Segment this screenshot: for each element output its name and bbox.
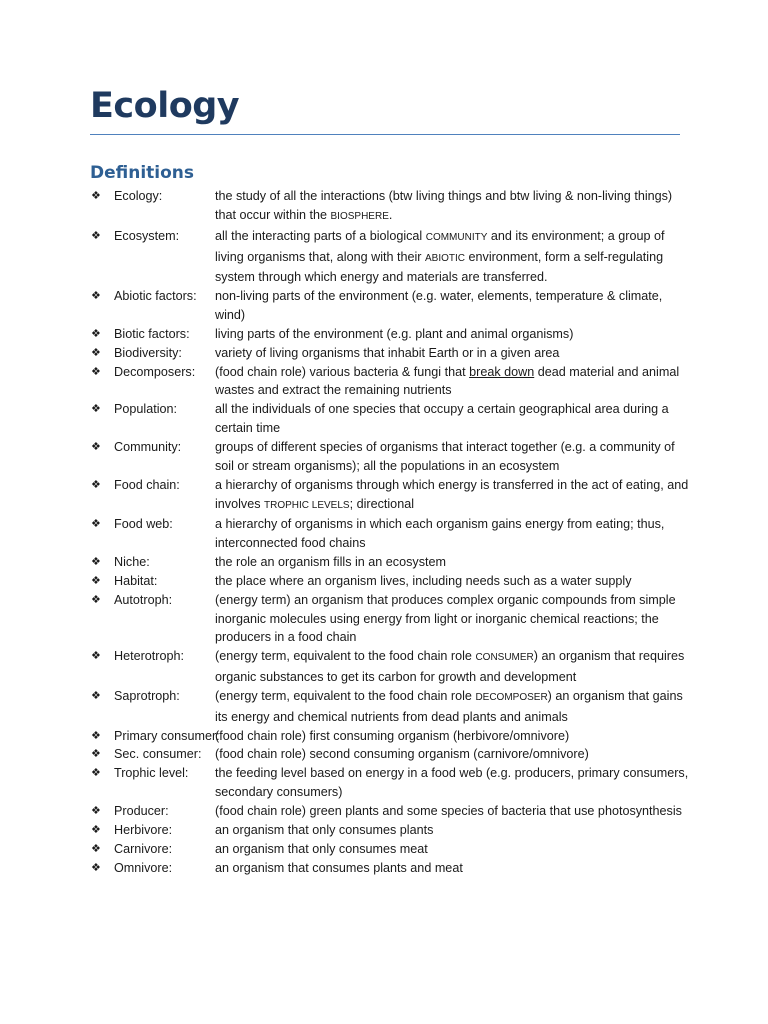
definition-term: Habitat: [114,573,158,588]
definition-term: Herbivore: [114,822,173,837]
definition-item [90,687,690,727]
definition-fragment: ) an organism that gains its energy and chemical nutrients from dead plants and animals [215,688,683,724]
small-caps-term: ABIOTIC [425,252,466,264]
definition-item [90,344,690,363]
small-caps-term: COMMUNITY [425,231,488,243]
definition-term: Sec. consumer: [114,747,202,762]
definition-item [90,325,690,344]
definition-fragment: (food chain role) various bacteria & fungi that [215,364,470,379]
definition-item [90,227,690,288]
definition-fragment: groups of different species of organisms that interact together (e.g. a community of soil or stream organisms); all the populations in an ecosystem [215,439,675,473]
definition-item [90,821,690,840]
bullet-diamond-icon: ❖ [91,650,101,663]
definition-item [90,647,690,687]
definition-term: Food chain: [114,477,180,492]
bullet-diamond-icon: ❖ [91,823,101,836]
bullet-diamond-icon: ❖ [91,229,101,242]
definition-text [215,821,690,840]
definition-term: Primary consumer: [114,728,220,743]
definition-text [215,647,690,687]
definition-fragment: and its environment; a group of living organisms that, along with their [215,228,665,264]
definition-term: Ecosystem: [114,228,180,243]
definition-term: Decomposers: [114,364,196,379]
definition-term: Biotic factors: [114,326,190,341]
definition-item [90,438,690,476]
definition-fragment: an organism that only consumes meat [215,841,428,856]
definition-item [90,187,690,227]
definition-fragment: (food chain role) first consuming organism (herbivore/omnivore) [215,728,570,743]
bullet-diamond-icon: ❖ [91,805,101,817]
definition-fragment: all the individuals of one species that occupy a certain geographical area during a certain time [215,402,669,436]
definition-text [215,227,690,288]
definition-text [215,476,690,516]
definition-fragment: (food chain role) green plants and some species of bacteria that use photosynthesis [215,804,682,818]
definition-text [215,727,690,746]
bullet-diamond-icon: ❖ [91,861,101,874]
small-caps-term: BIOSPHERE [330,210,389,222]
definition-fragment: the role an organism fills in an ecosystem [215,555,446,570]
definition-text [215,802,690,821]
definition-term: Saprotroph: [114,688,180,703]
definition-fragment: non-living parts of the environment (e.g. water, elements, temperature & climate, wind) [215,289,663,323]
bullet-diamond-icon: ❖ [91,190,101,202]
definition-term: Producer: [114,804,169,818]
definition-text [215,325,690,344]
definition-item [90,727,690,746]
definition-term: Niche: [114,555,150,570]
definition-fragment: a hierarchy of organisms in which each organism gains energy from eating; thus, interconnected food chains [215,517,665,551]
definition-text [215,515,690,553]
definition-term: Trophic level: [114,766,189,781]
definition-fragment: . [388,207,393,222]
definition-text [215,287,690,325]
definition-fragment: the study of all the interactions (btw living things and btw living & non-living things) that occur within the [215,189,673,222]
bullet-diamond-icon: ❖ [91,440,101,453]
definition-text [215,591,690,648]
definition-text [215,553,690,572]
small-caps-term: DECOMPOSER [475,691,548,703]
definition-fragment: environment, form a self-regulating system through which energy and materials are transferred. [215,249,664,285]
bullet-diamond-icon: ❖ [91,689,101,702]
definition-fragment: the place where an organism lives, including needs such as a water supply [215,573,632,588]
definition-item [90,287,690,325]
definition-term: Food web: [114,517,173,532]
bullet-diamond-icon: ❖ [91,729,101,742]
definition-fragment: an organism that only consumes plants [215,822,434,837]
definition-fragment: an organism that consumes plants and meat [215,860,463,875]
bullet-diamond-icon: ❖ [91,748,101,761]
definition-term: Heterotroph: [114,649,185,664]
definition-item [90,859,690,878]
section-heading: Definitions [90,163,195,183]
definition-item [90,840,690,859]
definition-item [90,515,690,553]
definition-text [215,187,690,227]
definition-text [215,859,690,878]
definition-text [215,344,690,363]
definition-term: Population: [114,402,178,417]
definition-fragment: dead material and animal wastes and extract the remaining nutrients [215,364,680,398]
small-caps-term: TROPHIC LEVELS [264,499,350,511]
definition-fragment: (energy term, equivalent to the food chain role [215,688,476,703]
definition-item [90,764,690,802]
definition-fragment: the feeding level based on energy in a food web (e.g. producers, primary consumers, secondary consumers) [215,766,689,800]
bullet-diamond-icon: ❖ [91,556,101,569]
bullet-diamond-icon: ❖ [91,518,101,531]
definitions-list [90,187,690,877]
definition-text [215,400,690,438]
bullet-diamond-icon: ❖ [91,327,101,340]
title-divider [90,134,680,135]
small-caps-term: CONSUMER [475,652,534,664]
bullet-diamond-icon: ❖ [91,574,101,587]
bullet-diamond-icon: ❖ [91,593,101,606]
definition-item [90,745,690,764]
definition-term: Autotroph: [114,592,173,607]
definition-item [90,476,690,516]
definition-term: Omnivore: [114,860,173,875]
definition-text [215,363,690,401]
definition-term: Carnivore: [114,841,173,856]
definition-fragment: ) an organism that requires organic substances to get its carbon for growth and development [215,649,685,685]
definition-text [215,687,690,727]
definition-text [215,438,690,476]
definition-term: Biodiversity: [114,345,182,360]
definition-text [215,840,690,859]
definition-item [90,572,690,591]
definition-text [215,764,690,802]
definition-item [90,363,690,401]
definition-term: Community: [114,439,182,454]
bullet-diamond-icon: ❖ [91,842,101,855]
bullet-diamond-icon: ❖ [91,290,101,303]
definition-fragment: all the interacting parts of a biological [215,228,426,243]
definition-item [90,591,690,648]
definition-term: Ecology: [114,189,163,203]
definition-fragment: variety of living organisms that inhabit Earth or in a given area [215,345,560,360]
bullet-diamond-icon: ❖ [91,365,101,378]
definition-item [90,553,690,572]
definition-item [90,400,690,438]
bullet-diamond-icon: ❖ [91,403,101,416]
definition-text [215,572,690,591]
definition-fragment: a hierarchy of organisms through which energy is transferred in the act of eating, and involves [215,477,689,511]
definition-fragment: (food chain role) second consuming organism (carnivore/omnivore) [215,747,589,762]
page-title: Ecology [90,86,240,126]
definition-fragment: ; directional [349,496,414,511]
bullet-diamond-icon: ❖ [91,478,101,491]
definition-fragment: (energy term, equivalent to the food chain role [215,649,476,664]
definition-term: Abiotic factors: [114,289,197,304]
bullet-diamond-icon: ❖ [91,346,101,359]
underlined-text: break down [469,364,535,379]
bullet-diamond-icon: ❖ [91,767,101,780]
definition-item [90,802,690,821]
definition-text [215,745,690,764]
definition-fragment: living parts of the environment (e.g. plant and animal organisms) [215,326,574,341]
definition-fragment: (energy term) an organism that produces complex organic compounds from simple inorganic molecules using energy from light or inorganic chemical reactions; the producers in a food chain [215,592,676,645]
